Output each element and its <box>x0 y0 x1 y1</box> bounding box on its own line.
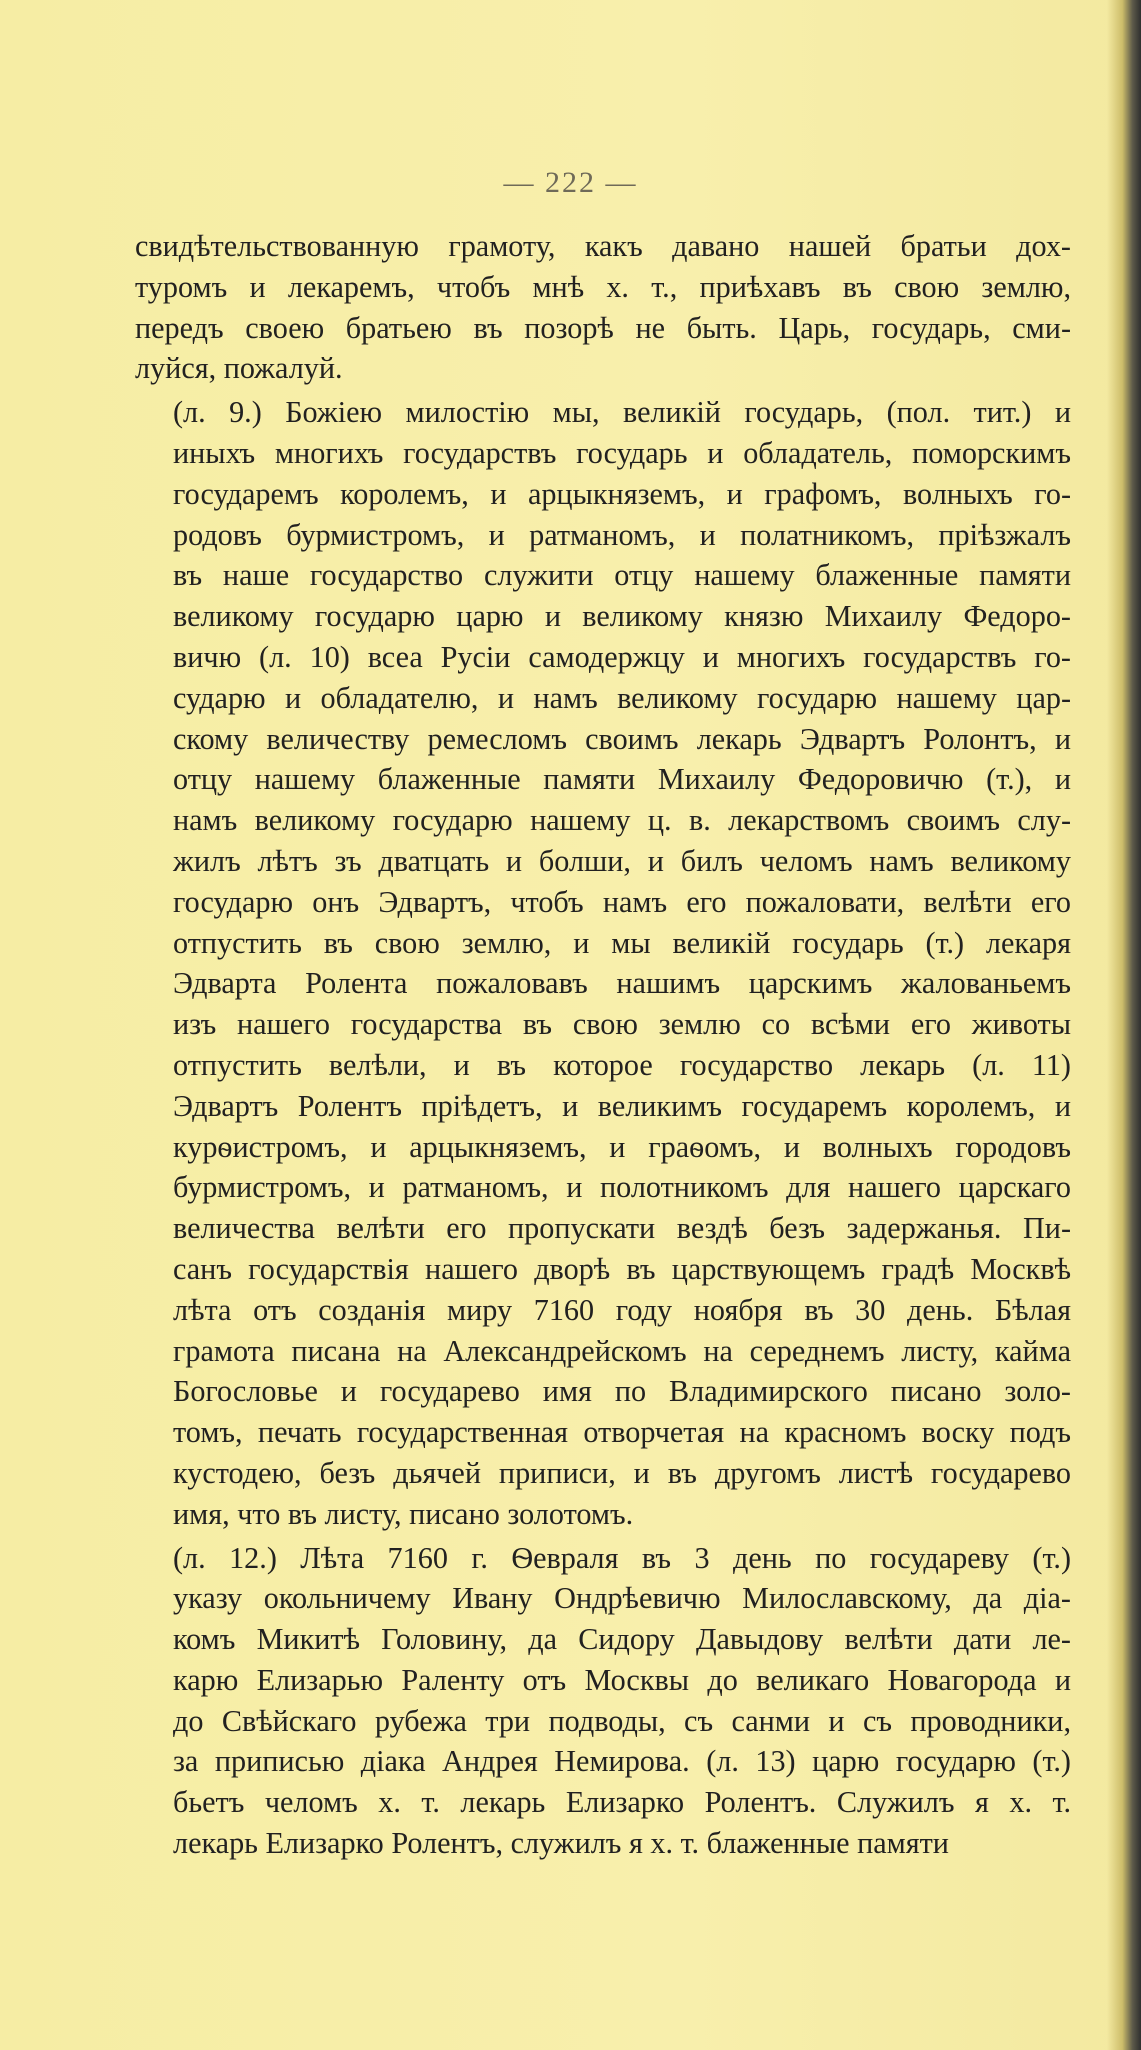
text-line: (л. 12.) Лѣта 7160 г. Ѳевраля въ 3 день по государеву (т.) <box>173 1540 1071 1575</box>
text-line: томъ, печать государственная отворчетая на красномъ воску подъ <box>173 1415 1071 1450</box>
text-line: сударю и обладателю, и намъ великому государю нашему цар- <box>173 680 1071 715</box>
text-line: имя, что въ листу, писано золотомъ. <box>173 1496 634 1531</box>
paragraph <box>135 226 1071 389</box>
text-line: государю онъ Эдвартъ, чтобъ намъ его пожаловати, велѣти его <box>173 884 1071 919</box>
text-line: бурмистромъ, и ратманомъ, и полотникомъ для нашего царскаго <box>173 1170 1071 1205</box>
text-line: указу окольничему Ивану Ондрѣевичю Милославскому, да діа- <box>173 1581 1071 1616</box>
text-line: передъ своею братьею въ позорѣ не быть. Царь, государь, сми- <box>135 310 1071 345</box>
text-line: курѳистромъ, и арцыкняземъ, и граѳомъ, и волныхъ городовъ <box>173 1129 1071 1164</box>
page-edge-shadow <box>1107 0 1141 2050</box>
text-line: грамота писана на Александрейскомъ на середнемъ листу, кайма <box>173 1333 1071 1368</box>
text-line: карю Елизарью Раленту отъ Москвы до великаго Новагорода и <box>173 1662 1071 1697</box>
text-line: лекарь Елизарко Ролентъ, служилъ я х. т. блаженные памяти <box>173 1826 949 1861</box>
text-line: отпустить въ свою землю, и мы великій государь (т.) лекаря <box>173 925 1071 960</box>
text-line: комъ Микитѣ Головину, да Сидору Давыдову велѣти дати ле- <box>173 1622 1071 1657</box>
text-line: величества велѣти его пропускати вездѣ безъ задержанья. Пи- <box>173 1211 1071 1246</box>
text-line: отцу нашему блаженные памяти Михаилу Федоровичю (т.), и <box>173 762 1071 797</box>
page-number: — 222 — <box>503 166 638 199</box>
body-text <box>135 226 1071 1867</box>
text-line: жилъ лѣтъ зъ дватцать и болши, и билъ челомъ намъ великому <box>173 843 1071 878</box>
text-line: Эдвартъ Ролентъ пріѣдетъ, и великимъ государемъ королемъ, и <box>173 1088 1071 1123</box>
paragraph <box>135 1538 1071 1864</box>
text-line: (л. 9.) Божіею милостію мы, великій государь, (пол. тит.) и <box>173 395 1071 430</box>
text-line: родовъ бурмистромъ, и ратманомъ, и полатникомъ, пріѣзжалъ <box>173 517 1071 552</box>
text-line: бьетъ челомъ х. т. лекарь Елизарко Ролентъ. Служилъ я х. т. <box>173 1785 1071 1820</box>
paragraph <box>135 392 1071 1534</box>
text-line: изъ нашего государства въ свою землю со всѣми его животы <box>173 1007 1071 1042</box>
text-line: въ наше государство служити отцу нашему блаженные памяти <box>173 558 1071 593</box>
text-line: Богословье и государево имя по Владимирского писано золо- <box>173 1374 1071 1409</box>
text-line: скому величеству ремесломъ своимъ лекарь Эдвартъ Ролонтъ, и <box>173 721 1071 756</box>
text-line: государемъ королемъ, и арцыкняземъ, и графомъ, волныхъ го- <box>173 476 1071 511</box>
text-line: свидѣтельствованную грамоту, какъ давано нашей братьи дох- <box>135 229 1071 263</box>
text-line: великому государю царю и великому князю Михаилу Федоро- <box>173 599 1071 634</box>
text-line: за приписью діака Андрея Немирова. (л. 13) царю государю (т.) <box>173 1744 1071 1779</box>
text-line: Эдварта Ролента пожаловавъ нашимъ царскимъ жалованьемъ <box>173 966 1071 1001</box>
text-line: санъ государствія нашего дворѣ въ царствующемъ градѣ Москвѣ <box>173 1251 1071 1286</box>
text-line: луйся, пожалуй. <box>135 351 343 386</box>
text-line: туромъ и лекаремъ, чтобъ мнѣ х. т., приѣхавъ въ свою землю, <box>135 269 1071 304</box>
text-line: намъ великому государю нашему ц. в. лекарствомъ своимъ слу- <box>173 803 1071 838</box>
text-line: до Свѣйскаго рубежа три подводы, съ санми и съ проводники, <box>173 1703 1071 1738</box>
text-line: отпустить велѣли, и въ которое государство лекарь (л. 11) <box>173 1047 1071 1082</box>
text-line: лѣта отъ созданія миру 7160 году ноября въ 30 день. Бѣлая <box>173 1292 1071 1327</box>
text-line: кустодею, безъ дьячей приписи, и въ другомъ листѣ государево <box>173 1455 1071 1490</box>
text-line: вичю (л. 10) всеа Русіи самодержцу и многихъ государствъ го- <box>173 639 1071 674</box>
text-line: иныхъ многихъ государствъ государь и обладатель, поморскимъ <box>173 435 1071 470</box>
